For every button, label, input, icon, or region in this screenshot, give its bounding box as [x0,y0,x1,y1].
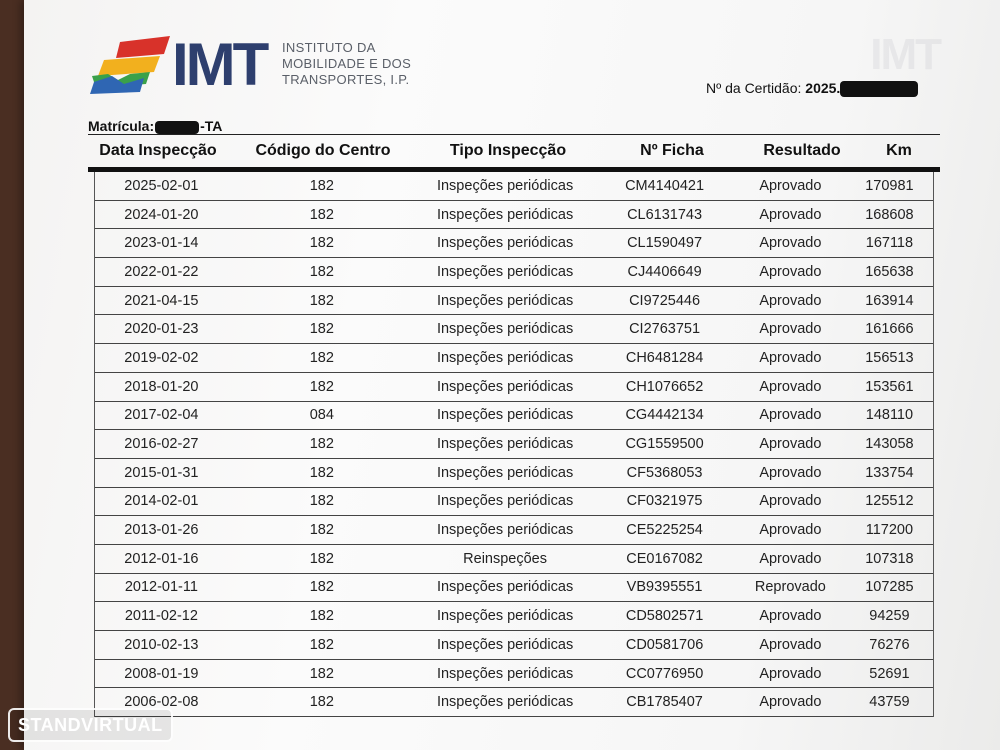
cell-sheet-number: VB9395551 [626,579,703,596]
cell-date: 2025-02-01 [124,177,199,194]
cell-center-code: 182 [309,321,334,338]
redaction-bar [840,81,918,97]
cell-date: 2022-01-22 [124,263,199,280]
cell-result: Aprovado [759,321,822,338]
cell-inspection-type: Inspeções periódicas [436,665,574,682]
cell-center-code: 182 [309,349,334,366]
cell-result: Aprovado [759,407,822,424]
cell-sheet-number: CL6131743 [627,206,703,223]
table-row [95,459,933,488]
cell-result: Aprovado [759,378,822,395]
cell-date: 2012-01-11 [124,579,198,596]
cell-km: 167118 [865,235,914,252]
cell-result: Aprovado [759,493,822,510]
certificate-value: 2025. [805,80,841,96]
cell-sheet-number: CH6481284 [625,349,704,366]
cell-center-code: 182 [309,694,334,711]
cell-center-code: 182 [309,493,334,510]
cell-inspection-type: Inspeções periódicas [436,579,574,596]
org-name-line: TRANSPORTES, I.P. [282,72,410,87]
table-row [95,430,933,459]
cell-inspection-type: Inspeções periódicas [436,493,574,510]
cell-sheet-number: CB1785407 [626,694,703,711]
cell-inspection-type: Inspeções periódicas [436,608,574,625]
cell-result: Aprovado [759,608,822,625]
table-row [95,344,933,373]
plate-suffix: -TA [200,118,223,134]
cell-date: 2024-01-20 [124,206,199,223]
table-row [95,516,933,545]
standvirtual-watermark: STANDVIRTUAL [8,708,173,742]
cell-sheet-number: CM4140421 [625,177,705,194]
org-name-line: MOBILIDADE E DOS [282,56,412,71]
org-name [282,40,422,88]
cell-inspection-type: Inspeções periódicas [436,235,574,252]
table-row [95,631,933,660]
cell-sheet-number: CF0321975 [626,493,703,510]
cell-inspection-type: Inspeções periódicas [436,292,574,309]
cell-km: 148110 [865,407,914,424]
column-header-km: Km [886,142,912,159]
cell-date: 2019-02-02 [124,349,199,366]
cell-result: Aprovado [759,206,822,223]
cell-center-code: 182 [309,436,334,453]
redaction-bar [155,121,199,134]
cell-result: Aprovado [759,550,822,567]
cell-inspection-type: Inspeções periódicas [436,464,574,481]
cell-center-code: 182 [309,378,334,395]
table-row [95,315,933,344]
cell-result: Aprovado [759,665,822,682]
cell-date: 2016-02-27 [124,436,199,453]
cell-date: 2018-01-20 [124,378,199,395]
cell-center-code: 182 [309,464,334,481]
imt-logo [90,31,412,98]
cell-inspection-type: Inspeções periódicas [436,436,574,453]
cell-inspection-type: Inspeções periódicas [436,321,574,338]
table-row [95,172,933,201]
cell-center-code: 084 [309,407,334,424]
cell-date: 2023-01-14 [124,235,199,252]
cell-km: 117200 [865,522,914,539]
cell-result: Aprovado [759,694,822,711]
cell-km: 133754 [865,464,914,481]
cell-km: 170981 [865,177,914,194]
cell-km: 153561 [865,378,914,395]
cell-sheet-number: CH1076652 [625,378,704,395]
cell-km: 165638 [865,263,914,280]
cell-inspection-type: Inspeções periódicas [436,378,574,395]
org-name-line: INSTITUTO DA [282,40,376,55]
cell-center-code: 182 [309,206,334,223]
cell-km: 76276 [869,636,910,653]
cell-date: 2020-01-23 [124,321,199,338]
cell-sheet-number: CL1590497 [627,235,703,252]
cell-result: Aprovado [759,522,822,539]
table-row [95,602,933,631]
cell-sheet-number: CG1559500 [625,436,704,453]
table-row [95,402,933,431]
cell-result: Aprovado [759,636,822,653]
cell-inspection-type: Inspeções periódicas [436,522,574,539]
cell-result: Aprovado [759,177,822,194]
cell-result: Aprovado [759,349,822,366]
cell-inspection-type: Inspeções periódicas [436,694,574,711]
cell-center-code: 182 [309,292,334,309]
cell-center-code: 182 [309,263,334,280]
imt-logo-mark-icon [90,36,170,94]
cell-date: 2014-02-01 [124,493,199,510]
cell-sheet-number: CF5368053 [626,464,703,481]
cell-sheet-number: CD0581706 [625,636,704,653]
bleed-through-logo: IMT [870,30,940,79]
inspection-table [88,134,940,717]
cell-inspection-type: Inspeções periódicas [436,407,574,424]
cell-result: Reprovado [754,579,826,596]
cell-date: 2021-04-15 [124,292,199,309]
cell-date: 2012-01-16 [124,550,199,567]
cell-km: 107318 [865,550,914,567]
certificate-label: Nº da Certidão: [706,80,802,96]
cell-center-code: 182 [309,665,334,682]
cell-km: 161666 [865,321,914,338]
column-header-center: Código do Centro [255,142,391,159]
column-header-sheet: Nº Ficha [640,142,704,159]
column-header-type: Tipo Inspecção [449,142,567,159]
cell-result: Aprovado [759,263,822,280]
column-header-result: Resultado [763,142,841,159]
cell-km: 43759 [869,694,910,711]
cell-km: 168608 [865,206,914,223]
table-row [95,688,933,717]
column-header-date: Data Inspecção [99,142,217,159]
cell-sheet-number: CI2763751 [629,321,701,338]
cell-date: 2013-01-26 [124,522,199,539]
table-body [94,172,934,717]
cell-inspection-type: Inspeções periódicas [436,263,574,280]
cell-km: 107285 [865,579,914,596]
plate-label: Matrícula: [88,118,155,134]
table-row [95,660,933,689]
cell-km: 94259 [869,608,910,625]
cell-center-code: 182 [309,636,334,653]
certificate-number [706,80,918,97]
cell-date: 2006-02-08 [124,694,199,711]
cell-sheet-number: CE5225254 [626,522,703,539]
table-row [95,545,933,574]
cell-inspection-type: Reinspeções [463,550,547,567]
cell-sheet-number: CJ4406649 [627,263,702,280]
cell-result: Aprovado [759,292,822,309]
cell-result: Aprovado [759,464,822,481]
table-row [95,287,933,316]
cell-inspection-type: Inspeções periódicas [436,177,574,194]
cell-date: 2008-01-19 [124,665,199,682]
cell-sheet-number: CG4442134 [625,407,704,424]
cell-km: 156513 [865,349,914,366]
cell-sheet-number: CD5802571 [625,608,704,625]
cell-inspection-type: Inspeções periódicas [436,636,574,653]
cell-km: 143058 [865,436,914,453]
table-row [95,258,933,287]
cell-sheet-number: CE0167082 [626,550,703,567]
table-row [95,201,933,230]
cell-result: Aprovado [759,235,822,252]
cell-center-code: 182 [309,177,334,194]
cell-sheet-number: CC0776950 [625,665,704,682]
cell-date: 2011-02-12 [124,608,198,625]
plate-number [88,118,222,134]
table-row [95,574,933,603]
cell-center-code: 182 [309,235,334,252]
cell-km: 52691 [869,665,910,682]
cell-sheet-number: CI9725446 [629,292,701,309]
cell-result: Aprovado [759,436,822,453]
cell-date: 2015-01-31 [124,464,199,481]
cell-center-code: 182 [309,608,334,625]
cell-center-code: 182 [309,579,334,596]
cell-km: 163914 [865,292,914,309]
cell-center-code: 182 [309,522,334,539]
cell-date: 2017-02-04 [124,407,199,424]
table-row [95,373,933,402]
table-header [88,135,940,172]
cell-km: 125512 [865,493,914,510]
brand-wordmark: IMT [172,31,267,98]
cell-inspection-type: Inspeções periódicas [436,349,574,366]
table-row [95,229,933,258]
cell-center-code: 182 [309,550,334,567]
cell-date: 2010-02-13 [124,636,199,653]
table-row [95,488,933,517]
cell-inspection-type: Inspeções periódicas [436,206,574,223]
